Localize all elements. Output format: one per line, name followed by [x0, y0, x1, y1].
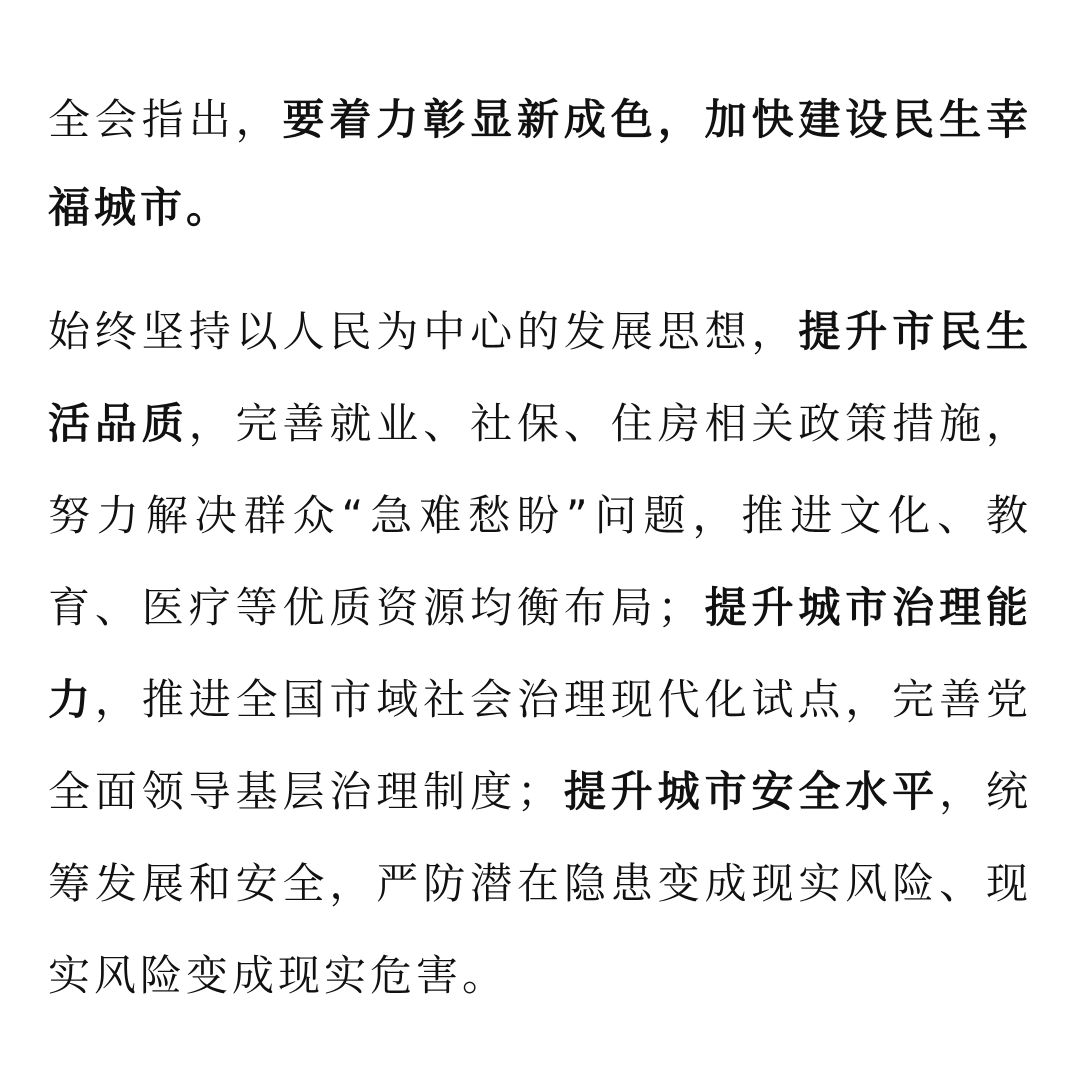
paragraph-1 — [48, 76, 1032, 252]
text-segment: ，完善就业、社保、住房相关政策措施，努力解决群众“急难愁盼”问题，推进文化、教育、医疗等优质资源均衡布局； — [48, 399, 1032, 632]
text-segment: 全会指出， — [48, 95, 283, 144]
bold-text-segment: 提升市民生活品质 — [48, 307, 1032, 448]
text-segment: ，推进全国市域社会治理现代化试点，完善党全面领导基层治理制度； — [48, 675, 1032, 816]
bold-text-segment: 提升城市治理能力 — [48, 583, 1032, 724]
text-segment: ，统筹发展和安全，严防潜在隐患变成现实风险、现实风险变成现实危害。 — [48, 767, 1032, 1000]
bold-text-segment: 提升城市安全水平 — [562, 767, 940, 816]
paragraph-2 — [48, 286, 1032, 1022]
text-segment: 始终坚持以人民为中心的发展思想， — [48, 307, 799, 356]
article-body — [48, 76, 1032, 1022]
bold-text-segment: 要着力彰显新成色，加快建设民生幸福城市。 — [48, 95, 1032, 232]
